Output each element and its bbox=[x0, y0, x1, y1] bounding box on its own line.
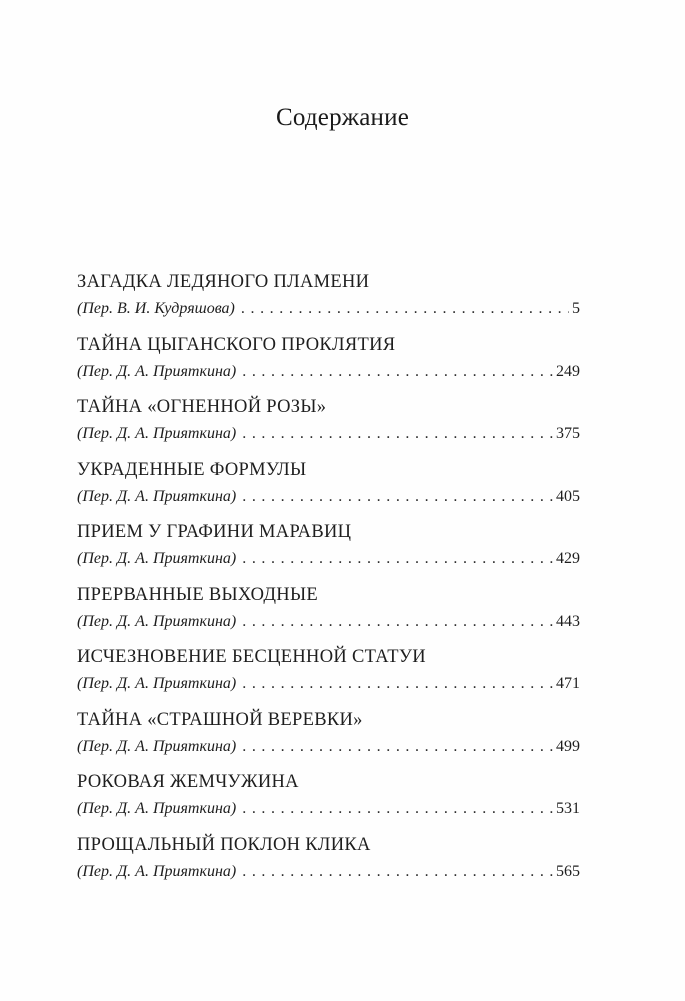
toc-entry[interactable] bbox=[77, 333, 580, 396]
dot-leader bbox=[242, 484, 553, 510]
entry-line bbox=[77, 609, 580, 635]
entry-page-number: 405 bbox=[556, 487, 580, 505]
entry-line bbox=[77, 546, 580, 572]
page-title: Содержание bbox=[276, 104, 409, 131]
entry-translator: (Пер. Д. А. Прияткина) bbox=[77, 675, 237, 692]
entry-line bbox=[77, 734, 580, 760]
dot-leader bbox=[242, 421, 553, 447]
entry-page-number: 429 bbox=[556, 550, 580, 567]
dot-leader bbox=[242, 859, 553, 885]
toc-entry[interactable] bbox=[77, 770, 580, 833]
entry-title: ТАЙНА «СТРАШНОЙ ВЕРЕВКИ» bbox=[77, 709, 363, 730]
entry-page-number: 471 bbox=[556, 675, 580, 692]
entry-translator: (Пер. В. И. Кудряшова) bbox=[77, 300, 235, 317]
entry-title: ПРЕРВАННЫЕ ВЫХОДНЫЕ bbox=[77, 584, 318, 605]
entry-page-number: 565 bbox=[556, 862, 580, 880]
entry-title: ТАЙНА «ОГНЕННОЙ РОЗЫ» bbox=[77, 397, 327, 417]
entry-line bbox=[77, 859, 580, 885]
dot-leader bbox=[242, 734, 553, 760]
entry-page-number: 499 bbox=[556, 737, 580, 755]
entry-translator: (Пер. Д. А. Прияткина) bbox=[77, 425, 237, 442]
entry-page-number: 249 bbox=[556, 362, 580, 380]
entry-page-number: 375 bbox=[556, 425, 580, 442]
entry-line bbox=[77, 296, 580, 322]
entry-line bbox=[77, 484, 580, 510]
dot-leader bbox=[241, 296, 569, 322]
entry-title: РОКОВАЯ ЖЕМЧУЖИНА bbox=[77, 772, 299, 792]
toc-entry[interactable] bbox=[77, 520, 580, 583]
entry-translator: (Пер. Д. А. Прияткина) bbox=[77, 737, 237, 755]
entry-translator: (Пер. Д. А. Прияткина) bbox=[77, 862, 237, 880]
toc-entry[interactable] bbox=[77, 645, 580, 708]
entry-title: ПРОЩАЛЬНЫЙ ПОКЛОН КЛИКА bbox=[77, 834, 371, 855]
entry-page-number: 531 bbox=[556, 800, 580, 817]
table-of-contents bbox=[77, 270, 580, 895]
entry-line bbox=[77, 421, 580, 447]
dot-leader bbox=[242, 359, 553, 385]
entry-title: ПРИЕМ У ГРАФИНИ МАРАВИЦ bbox=[77, 522, 352, 542]
entry-translator: (Пер. Д. А. Прияткина) bbox=[77, 612, 237, 630]
entry-title: УКРАДЕННЫЕ ФОРМУЛЫ bbox=[77, 459, 307, 480]
dot-leader bbox=[242, 609, 553, 635]
entry-line bbox=[77, 359, 580, 385]
entry-page-number: 443 bbox=[556, 612, 580, 630]
toc-entry[interactable] bbox=[77, 395, 580, 458]
dot-leader bbox=[242, 546, 553, 572]
entry-title: ЗАГАДКА ЛЕДЯНОГО ПЛАМЕНИ bbox=[77, 272, 370, 292]
entry-translator: (Пер. Д. А. Прияткина) bbox=[77, 800, 237, 817]
entry-page-number: 5 bbox=[572, 300, 580, 317]
toc-entry[interactable] bbox=[77, 270, 580, 333]
entry-line bbox=[77, 671, 580, 697]
toc-entry[interactable] bbox=[77, 708, 580, 771]
entry-line bbox=[77, 796, 580, 822]
entry-translator: (Пер. Д. А. Прияткина) bbox=[77, 362, 237, 380]
toc-entry[interactable] bbox=[77, 583, 580, 646]
entry-translator: (Пер. Д. А. Прияткина) bbox=[77, 550, 237, 567]
dot-leader bbox=[242, 671, 553, 697]
entry-title: ТАЙНА ЦЫГАНСКОГО ПРОКЛЯТИЯ bbox=[77, 334, 396, 355]
entry-translator: (Пер. Д. А. Прияткина) bbox=[77, 487, 237, 505]
toc-entry[interactable] bbox=[77, 833, 580, 896]
dot-leader bbox=[242, 796, 553, 822]
toc-entry[interactable] bbox=[77, 458, 580, 521]
entry-title: ИСЧЕЗНОВЕНИЕ БЕСЦЕННОЙ СТАТУИ bbox=[77, 647, 426, 667]
